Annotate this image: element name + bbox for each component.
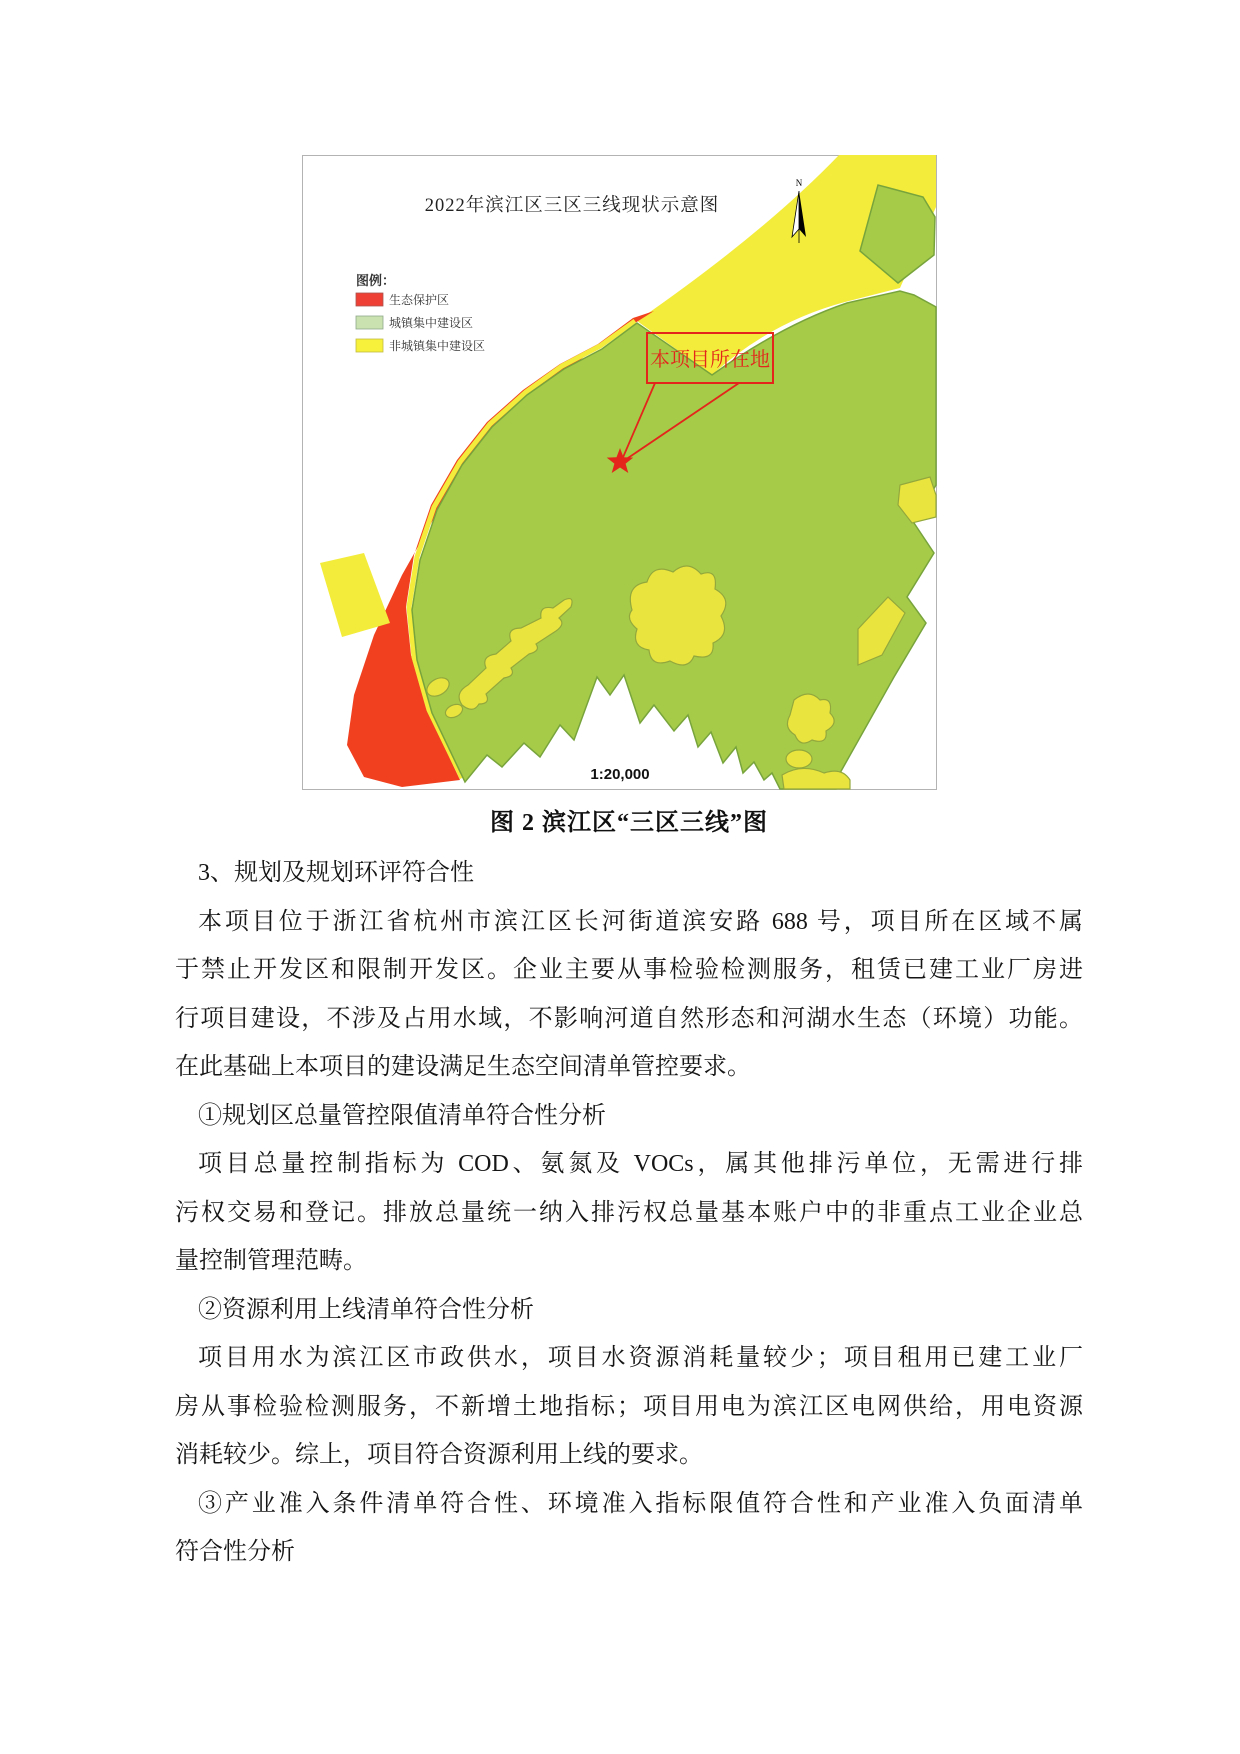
heading-item-2: ②资源利用上线清单符合性分析	[198, 1296, 534, 1323]
paragraph-line: 于禁止开发区和限制开发区。企业主要从事检验检测服务，租赁已建工业厂房进	[175, 957, 1083, 983]
heading-item-3: ③产业准入条件清单符合性、环境准入指标限值符合性和产业准入负面清单	[198, 1490, 1083, 1517]
north-label: N	[795, 178, 803, 188]
heading-section-3: 3、规划及规划环评符合性	[198, 860, 474, 886]
paragraph-line: 项目用水为滨江区市政供水，项目水资源消耗量较少；项目租用已建工业厂	[198, 1345, 1083, 1371]
paragraph-line: 消耗较少。综上，项目符合资源利用上线的要求。	[175, 1442, 703, 1468]
legend-label-ecological: 生态保护区	[389, 293, 450, 307]
paragraph-line: 房从事检验检测服务，不新增土地指标；项目用电为滨江区电网供给，用电资源	[175, 1393, 1083, 1420]
paragraph-line: 项目总量控制指标为 COD、氨氮及 VOCs，属其他排污单位，无需进行排	[198, 1151, 1083, 1177]
patch-se-2	[786, 750, 812, 768]
patch-se-3	[782, 768, 850, 789]
legend-title: 图例：	[356, 273, 396, 288]
paragraph-line: 污权交易和登记。排放总量统一纳入排污权总量基本账户中的非重点工业企业总	[175, 1199, 1083, 1226]
figure-caption: 图 2 滨江区“三区三线”图	[490, 810, 768, 836]
paragraph-line: 量控制管理范畴。	[175, 1248, 367, 1274]
zoning-map-figure	[302, 155, 937, 790]
zoning-map-canvas	[302, 155, 937, 790]
map-scale: 1:20,000	[590, 766, 650, 783]
paragraph-line: 行项目建设，不涉及占用水域，不影响河道自然形态和河湖水生态（环境）功能。	[175, 1005, 1083, 1032]
legend-swatch-ecological	[356, 293, 383, 306]
heading-item-1: ①规划区总量管控限值清单符合性分析	[198, 1102, 606, 1129]
paragraph-line: 本项目位于浙江省杭州市滨江区长河街道滨安路 688 号，项目所在区域不属	[198, 908, 1083, 935]
legend-swatch-nonurban	[356, 339, 383, 352]
legend-label-urban: 城镇集中建设区	[389, 316, 474, 330]
body-text	[175, 849, 1083, 1577]
paragraph-line: 在此基础上本项目的建设满足生态空间清单管控要求。	[175, 1054, 751, 1080]
legend-swatch-urban	[356, 316, 383, 329]
annotation-label: 本项目所在地	[650, 349, 770, 371]
legend-label-nonurban: 非城镇集中建设区	[389, 339, 486, 353]
map-title: 2022年滨江区三区三线现状示意图	[424, 196, 720, 216]
paragraph-line: 符合性分析	[175, 1539, 295, 1565]
